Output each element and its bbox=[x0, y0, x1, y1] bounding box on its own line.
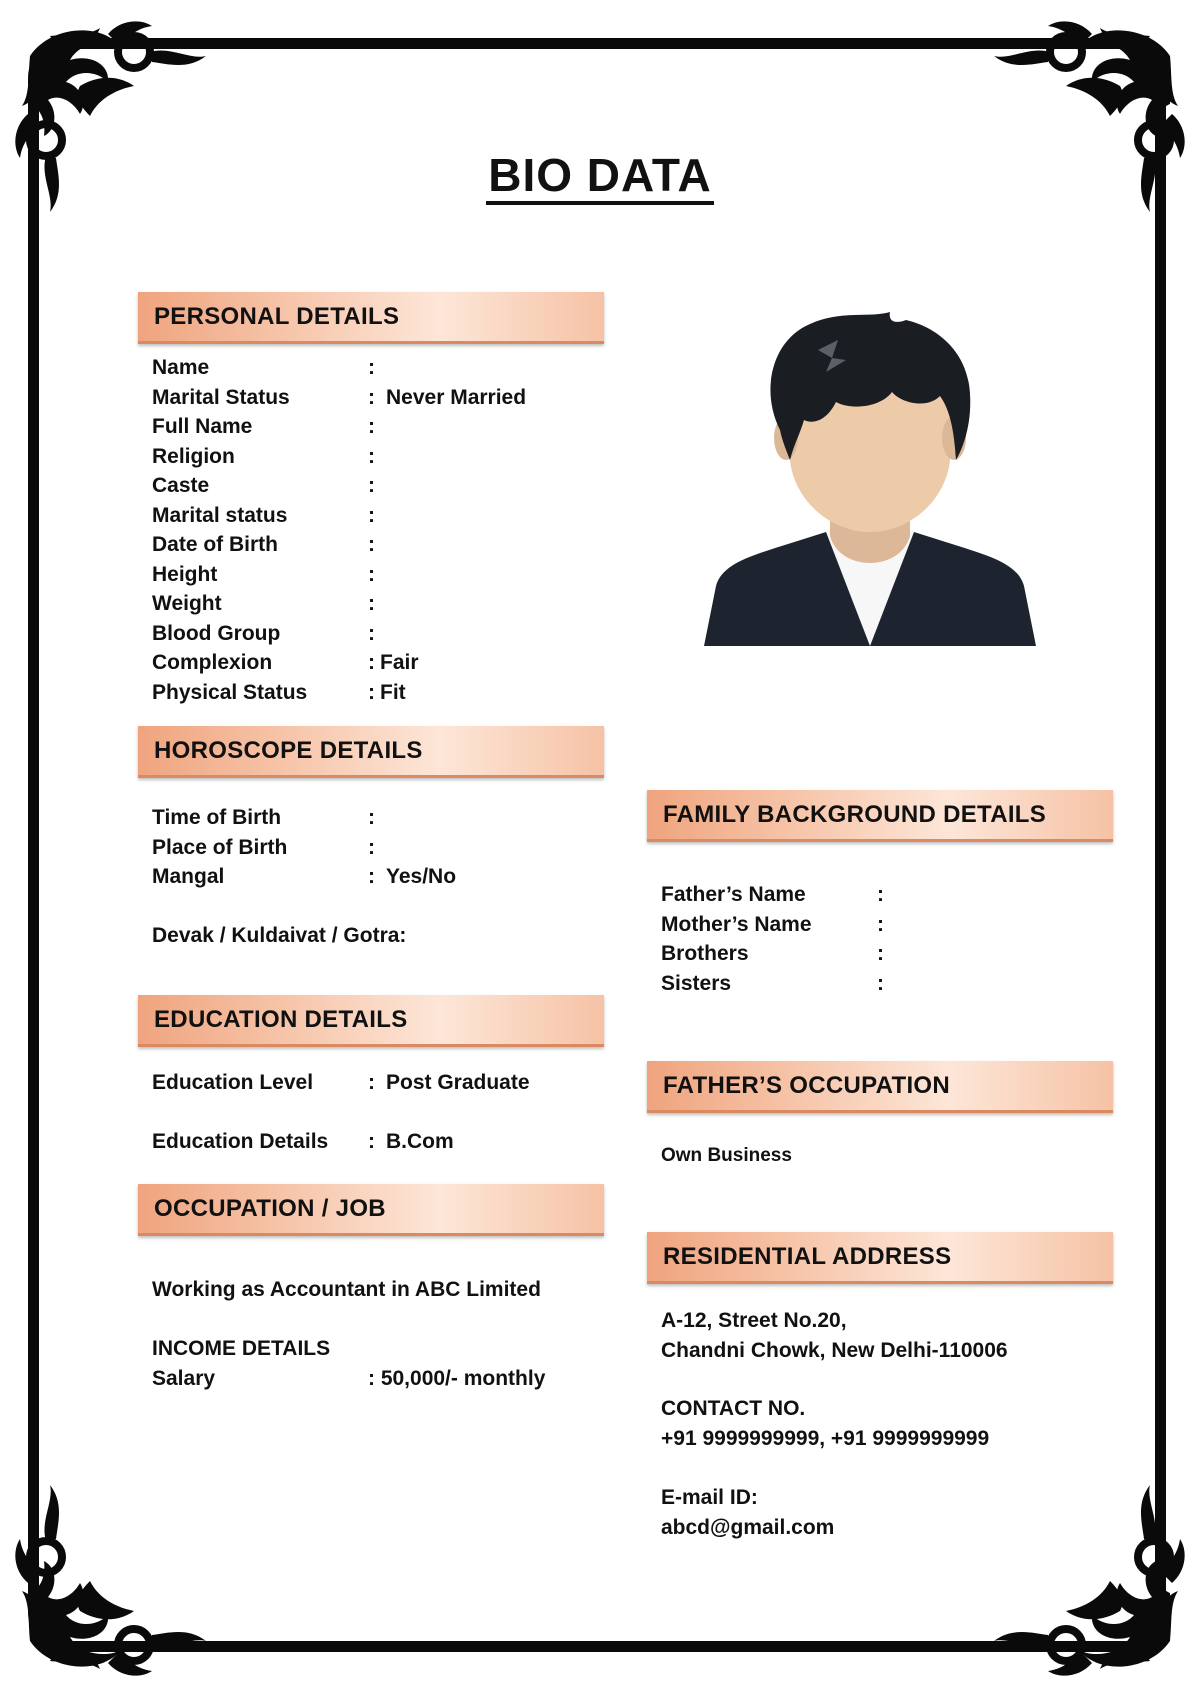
row-value: Post Graduate bbox=[386, 1071, 530, 1094]
email-label: E-mail ID: bbox=[661, 1486, 758, 1509]
row-label: Education Details bbox=[152, 1130, 329, 1153]
corner-ornament-icon bbox=[10, 16, 250, 256]
address-line-1: A-12, Street No.20, bbox=[661, 1309, 847, 1332]
row-value: Yes/No bbox=[386, 865, 457, 888]
horoscope-row bbox=[152, 833, 602, 863]
personal-row bbox=[152, 353, 602, 383]
row-value: B.Com bbox=[386, 1130, 454, 1153]
row-label: Mother’s Name bbox=[661, 912, 812, 936]
row-separator: : bbox=[368, 474, 375, 497]
row-label: Marital Status bbox=[152, 385, 290, 409]
education-row bbox=[152, 1127, 602, 1157]
personal-row bbox=[152, 560, 602, 590]
family-background-header: FAMILY BACKGROUND DETAILS bbox=[647, 790, 1113, 842]
personal-details-header: PERSONAL DETAILS bbox=[138, 292, 604, 344]
personal-row bbox=[152, 442, 602, 472]
row-separator: : bbox=[368, 621, 375, 645]
row-label: Father’s Name bbox=[661, 883, 806, 906]
profile-photo-avatar bbox=[700, 310, 1040, 650]
income-details-label: INCOME DETAILS bbox=[152, 1337, 331, 1360]
row-label: Physical Status bbox=[152, 680, 308, 704]
row-label: Complexion bbox=[152, 651, 273, 674]
row-separator: : bbox=[368, 415, 375, 438]
personal-row bbox=[152, 501, 602, 531]
row-separator: : bbox=[368, 806, 375, 829]
email-value: abcd@gmail.com bbox=[661, 1516, 835, 1539]
row-separator: : bbox=[368, 1130, 375, 1153]
personal-row bbox=[152, 619, 602, 649]
personal-row bbox=[152, 648, 602, 678]
row-label: Marital status bbox=[152, 503, 288, 527]
family-row bbox=[661, 969, 1111, 999]
row-label: Place of Birth bbox=[152, 835, 288, 859]
page-title bbox=[0, 148, 1200, 202]
salary-label: Salary bbox=[152, 1367, 216, 1390]
row-separator: : bbox=[368, 533, 375, 556]
row-label: Full Name bbox=[152, 415, 253, 438]
row-label: Time of Birth bbox=[152, 806, 282, 829]
row-label: Education Level bbox=[152, 1071, 314, 1094]
row-label: Caste bbox=[152, 474, 210, 497]
residential-address-header: RESIDENTIAL ADDRESS bbox=[647, 1232, 1113, 1284]
row-separator: : bbox=[368, 1071, 375, 1094]
row-separator: : bbox=[368, 680, 375, 704]
row-label: Brothers bbox=[661, 942, 749, 965]
education-details-header: EDUCATION DETAILS bbox=[138, 995, 604, 1047]
row-separator: : bbox=[877, 971, 884, 995]
family-row bbox=[661, 910, 1111, 940]
row-label: Date of Birth bbox=[152, 533, 278, 556]
horoscope-details-list bbox=[152, 803, 602, 892]
contact-value: +91 9999999999, +91 9999999999 bbox=[661, 1427, 990, 1450]
personal-row bbox=[152, 383, 602, 413]
row-separator: : bbox=[877, 883, 884, 906]
corner-ornament-icon bbox=[950, 16, 1190, 256]
row-label: Mangal bbox=[152, 865, 225, 888]
row-value: Fit bbox=[380, 680, 406, 704]
horoscope-row bbox=[152, 803, 602, 833]
personal-row bbox=[152, 471, 602, 501]
education-details-list bbox=[152, 1068, 602, 1157]
row-label: Blood Group bbox=[152, 621, 281, 645]
personal-row bbox=[152, 678, 602, 708]
horoscope-row bbox=[152, 862, 602, 892]
row-separator: : bbox=[368, 356, 375, 379]
row-label: Sisters bbox=[661, 971, 732, 995]
horoscope-details-header: HOROSCOPE DETAILS bbox=[138, 726, 604, 778]
father-occupation-header: FATHER’S OCCUPATION bbox=[647, 1061, 1113, 1113]
education-row bbox=[152, 1068, 602, 1098]
row-separator: : bbox=[368, 444, 375, 468]
row-label: Name bbox=[152, 356, 210, 379]
row-label: Weight bbox=[152, 592, 222, 615]
personal-row bbox=[152, 530, 602, 560]
gotra-label: Devak / Kuldaivat / Gotra: bbox=[152, 924, 407, 947]
family-details-list bbox=[661, 880, 1111, 998]
contact-label: CONTACT NO. bbox=[661, 1397, 806, 1420]
corner-ornament-icon bbox=[10, 1441, 250, 1681]
row-separator: : bbox=[368, 385, 375, 409]
father-occupation-value: Own Business bbox=[661, 1145, 792, 1166]
row-separator: : bbox=[877, 912, 884, 936]
page-title-text: BIO DATA bbox=[486, 149, 714, 205]
row-separator: : bbox=[368, 651, 375, 674]
corner-ornament-icon bbox=[950, 1441, 1190, 1681]
row-separator: : bbox=[368, 865, 375, 888]
row-value: Never Married bbox=[386, 385, 527, 409]
row-label: Religion bbox=[152, 444, 235, 468]
row-separator: : bbox=[368, 503, 375, 527]
row-separator: : bbox=[368, 562, 375, 586]
row-separator: : bbox=[877, 942, 884, 965]
personal-details-list bbox=[152, 353, 602, 707]
address-line-2: Chandni Chowk, New Delhi-110006 bbox=[661, 1339, 1008, 1362]
job-description: Working as Accountant in ABC Limited bbox=[152, 1278, 541, 1301]
occupation-header: OCCUPATION / JOB bbox=[138, 1184, 604, 1236]
salary-value: : 50,000/- monthly bbox=[368, 1367, 546, 1390]
row-separator: : bbox=[368, 592, 375, 615]
row-value: Fair bbox=[380, 651, 419, 674]
row-separator: : bbox=[368, 835, 375, 859]
row-label: Height bbox=[152, 562, 218, 586]
family-row bbox=[661, 939, 1111, 969]
family-row bbox=[661, 880, 1111, 910]
personal-row bbox=[152, 412, 602, 442]
personal-row bbox=[152, 589, 602, 619]
